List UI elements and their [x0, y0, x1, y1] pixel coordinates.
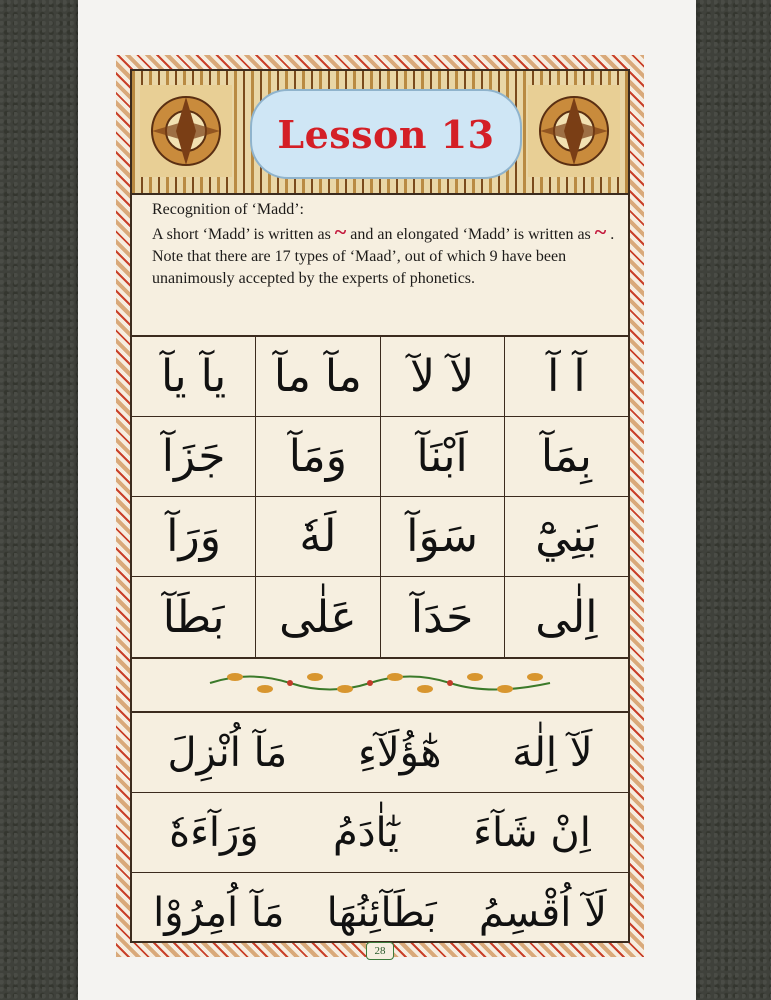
arabesque-ornament-icon — [140, 85, 232, 177]
grid-cell: آ آ — [504, 337, 628, 416]
phrase: مَآ اُمِرُوْا — [153, 890, 285, 936]
intro-heading: Recognition of ‘Madd’: — [152, 201, 304, 218]
lesson-content — [130, 69, 630, 943]
grid-cell: اَبْنَآ — [380, 417, 504, 496]
vine-divider — [132, 657, 628, 709]
phrases-table — [132, 711, 628, 957]
intro-line1b: and an elongated ‘Madd’ is — [350, 226, 525, 243]
intro-line1a: A short ‘Madd’ is written as — [152, 226, 331, 243]
grid-cell: سَوَآ — [380, 497, 504, 576]
page-number: 28 — [366, 942, 394, 960]
phrase-row — [132, 713, 628, 793]
grid-cell: يآ يآ — [160, 351, 227, 402]
phrase: يٰٓاٰدَمُ — [332, 809, 399, 856]
phrase-row — [132, 793, 628, 873]
phrase: لَآ اُقْسِمُ — [478, 890, 607, 936]
title-plate — [250, 89, 522, 179]
letters-grid — [132, 335, 628, 659]
phrase: وَرَآءَهٗ — [169, 809, 259, 856]
grid-cell: وَمَآ — [255, 417, 379, 496]
grid-row — [132, 337, 628, 417]
lesson-header — [132, 71, 628, 195]
intro-text — [152, 199, 622, 290]
lesson-frame — [116, 55, 644, 957]
grid-cell: حَدَآ — [380, 577, 504, 657]
grid-cell: اِلٰى — [504, 577, 628, 657]
grid-cell: بَنِيْٓ — [504, 497, 628, 576]
grid-cell: وَرَآ — [166, 511, 221, 562]
lesson-title: Lesson 13 — [277, 111, 495, 157]
grid-cell: لآ لآ — [380, 337, 504, 416]
grid-row — [132, 417, 628, 497]
grid-cell: بَطَآ — [162, 591, 225, 643]
short-madd-mark: ~ — [334, 219, 347, 244]
grid-row — [132, 577, 628, 657]
grid-row — [132, 497, 628, 577]
phrase: لَآ اِلٰهَ — [512, 729, 593, 776]
grid-cell: بِمَآ — [504, 417, 628, 496]
grid-cell: جَزَآ — [161, 431, 226, 482]
phrase: مَآ اُنْزِلَ — [167, 729, 288, 776]
arabesque-ornament-icon — [528, 85, 620, 177]
phrase: هٰٓؤُلَآءِ — [358, 729, 442, 776]
grid-cell: لَهٗ — [255, 497, 379, 576]
intro-line2b: . Note that there are 17 types of ‘Maad’, out of which 9 have been unanimously accepted by the experts of phonetics. — [152, 226, 615, 287]
intro-line2a: written as — [528, 226, 591, 243]
grid-cell: عَلٰى — [255, 577, 379, 657]
intro-paragraph — [152, 221, 622, 290]
long-madd-mark: ~ — [594, 219, 607, 244]
vine-ornament-icon — [205, 668, 555, 698]
phrase: بَطَآئِنُهَا — [326, 890, 437, 936]
phrase-row — [132, 873, 628, 953]
phrase: اِنْ شَآءَ — [473, 809, 591, 856]
grid-cell: مآ مآ — [255, 337, 379, 416]
